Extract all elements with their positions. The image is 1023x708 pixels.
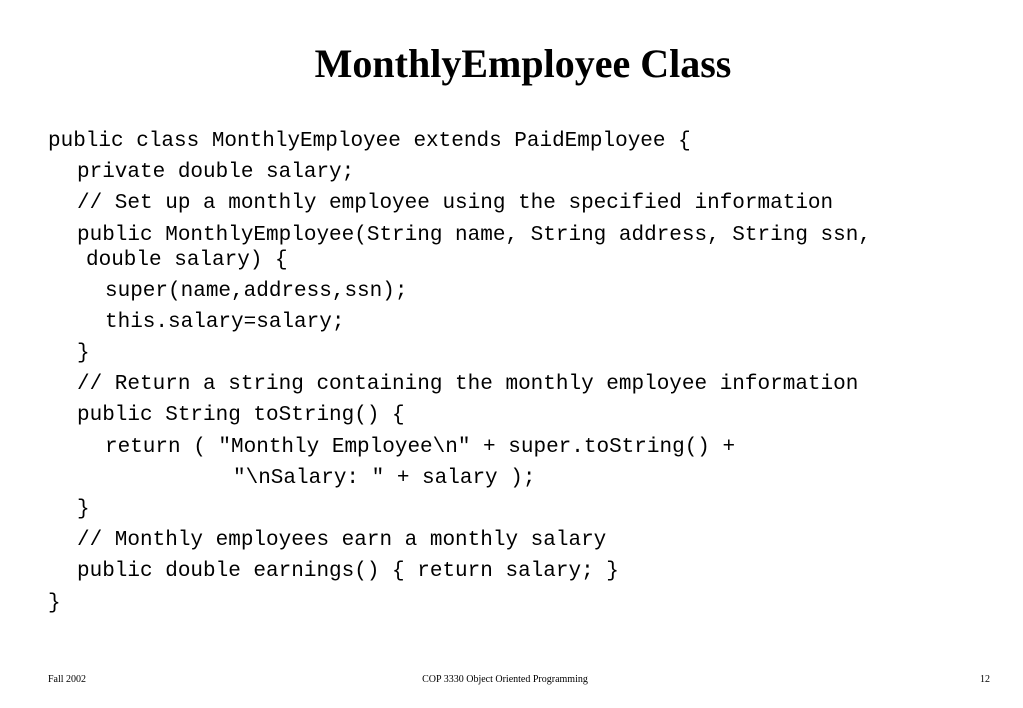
code-line: this.salary=salary; bbox=[105, 311, 345, 334]
code-line: public MonthlyEmployee(String name, String address, String ssn, bbox=[77, 224, 871, 247]
code-line: // Return a string containing the monthly employee information bbox=[77, 373, 859, 396]
footer-date: Fall 2002 bbox=[48, 674, 87, 685]
footer-course: COP 3330 Object Oriented Programming bbox=[422, 674, 588, 685]
code-line: public class MonthlyEmployee extends PaidEmployee { bbox=[48, 130, 691, 153]
code-line: public String toString() { bbox=[77, 404, 405, 427]
code-line: "\nSalary: " + salary ); bbox=[233, 467, 536, 490]
slide-title: MonthlyEmployee Class bbox=[314, 41, 732, 86]
code-line: // Set up a monthly employee using the specified information bbox=[77, 192, 834, 215]
code-line: } bbox=[77, 342, 90, 365]
code-line: } bbox=[48, 592, 61, 615]
code-line: public double earnings() { return salary; } bbox=[77, 560, 619, 583]
code-line: return ( "Monthly Employee\n" + super.toString() + bbox=[105, 436, 736, 459]
code-line: private double salary; bbox=[77, 161, 355, 184]
code-line: super(name,address,ssn); bbox=[105, 280, 408, 303]
code-line: // Monthly employees earn a monthly salary bbox=[77, 529, 607, 552]
code-line: double salary) { bbox=[86, 249, 288, 272]
code-line: } bbox=[77, 498, 90, 521]
slide-number: 12 bbox=[980, 674, 990, 685]
